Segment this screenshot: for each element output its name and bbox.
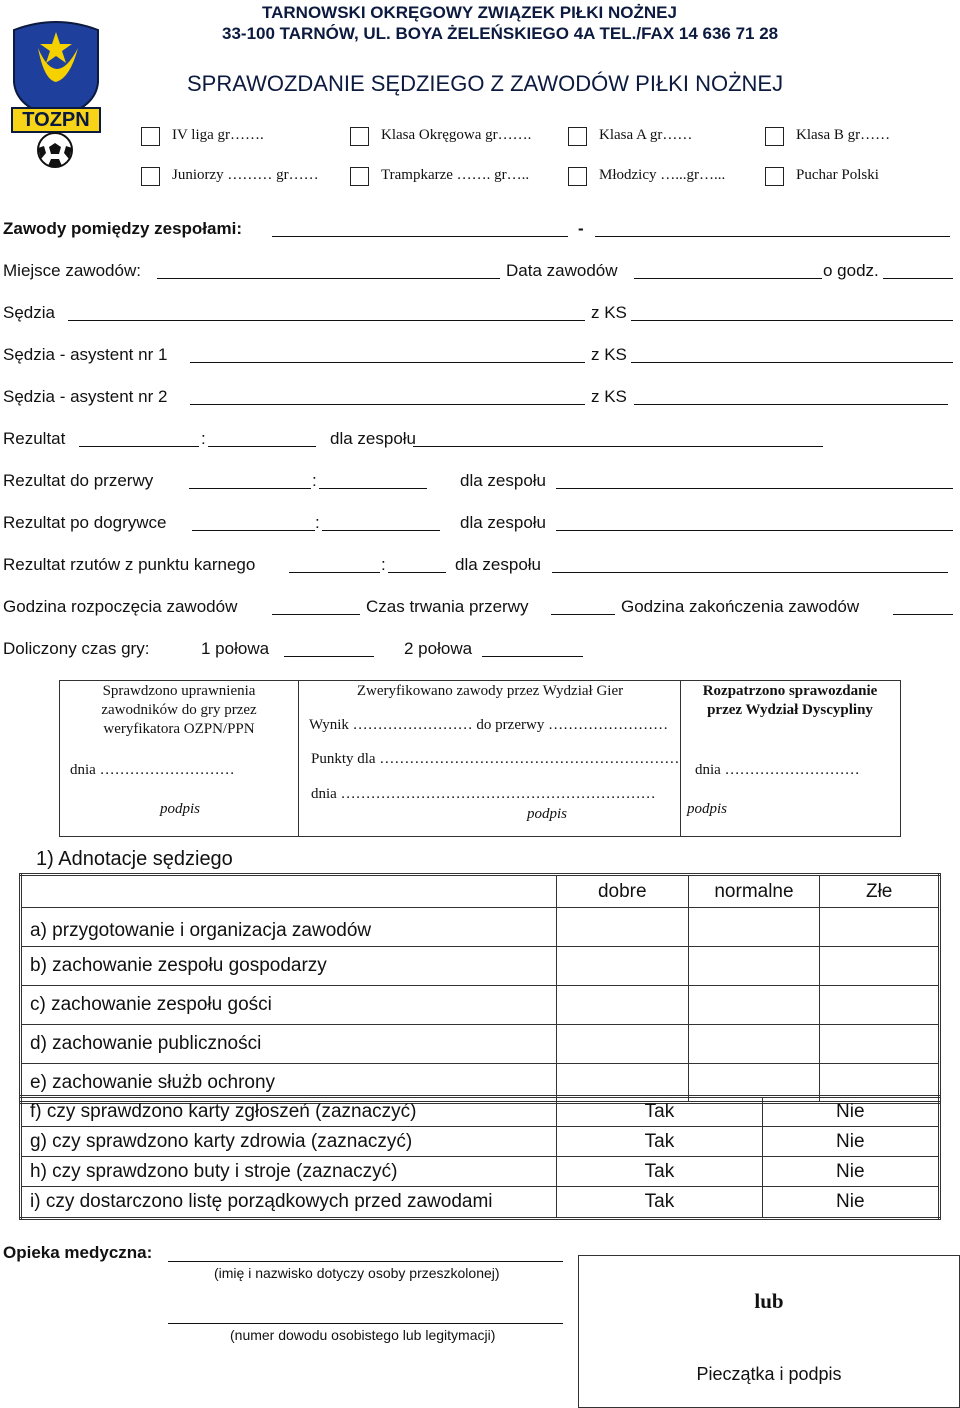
rating-cell-normal[interactable] [688, 908, 820, 947]
assistant2-club-field[interactable] [634, 404, 948, 405]
table-row [21, 1157, 940, 1187]
yes-option[interactable]: Tak [557, 1157, 762, 1187]
half-result-home-field[interactable] [189, 488, 311, 489]
result-away-field[interactable] [208, 446, 316, 447]
yes-option[interactable]: Tak [557, 1127, 762, 1157]
eligibility-check-signature[interactable]: podpis [160, 801, 201, 817]
column-header-normal: normalne [688, 875, 820, 908]
table-row [21, 1097, 940, 1127]
eligibility-check-date[interactable]: dnia ……………………… [70, 762, 235, 778]
category-label: Trampkarze ……. gr….. [381, 167, 530, 183]
page-title: SPRAWOZDANIE SĘDZIEGO Z ZAWODÓW PIŁKI NOŻNEJ [187, 71, 784, 96]
yes-no-table [19, 1095, 941, 1220]
rating-label: c) zachowanie zespołu gości [21, 986, 557, 1025]
games-verification-date[interactable]: dnia ……………………………………………………… [311, 786, 656, 802]
referee-club-label: z KS [591, 303, 627, 322]
table-cell [21, 875, 557, 908]
assistant1-club-label: z KS [591, 345, 627, 364]
games-verification-points[interactable]: Punkty dla …………………………………………………… [311, 751, 680, 767]
half-result-colon: : [312, 471, 317, 490]
end-time-label: Godzina zakończenia zawodów [621, 597, 860, 616]
assistant1-label: Sędzia - asystent nr 1 [3, 345, 168, 364]
tozpn-logo [8, 20, 104, 170]
penalty-result-away-field[interactable] [388, 572, 446, 573]
half2-label: 2 połowa [404, 639, 473, 658]
annotations-table [19, 873, 941, 1104]
date-label: Data zawodów [506, 261, 618, 280]
no-option[interactable]: Nie [762, 1157, 939, 1187]
no-option[interactable]: Nie [762, 1097, 939, 1127]
assistant2-label: Sędzia - asystent nr 2 [3, 387, 168, 406]
category-label: Juniorzy ……… gr…… [172, 167, 319, 183]
checkbox-juniorzy[interactable] [141, 167, 160, 186]
medical-person-hint: (imię i nazwisko dotyczy osoby przeszkolonej) [214, 1265, 500, 1281]
rating-cell-good[interactable] [556, 947, 688, 986]
result-team-field[interactable] [413, 446, 823, 447]
result-colon: : [201, 429, 206, 448]
rating-cell-bad[interactable] [820, 908, 940, 947]
medical-care-label: Opieka medyczna: [3, 1243, 153, 1262]
venue-label: Miejsce zawodów: [3, 261, 141, 280]
assistant1-club-field[interactable] [631, 362, 953, 363]
extra-result-team-label: dla zespołu [460, 513, 547, 532]
checkbox-iv-liga[interactable] [141, 127, 160, 146]
or-label: lub [754, 1289, 784, 1313]
result-label: Rezultat [3, 429, 66, 448]
table-row [21, 908, 940, 947]
no-option[interactable]: Nie [762, 1187, 939, 1219]
rating-label: b) zachowanie zespołu gospodarzy [21, 947, 557, 986]
association-address: 33-100 TARNÓW, UL. BOYA ŻELEŃSKIEGO 4A TEL./FAX 14 636 71 28 [222, 24, 779, 43]
checkbox-mlodzicy[interactable] [568, 167, 587, 186]
check-label: g) czy sprawdzono karty zdrowia (zaznaczyć) [21, 1127, 557, 1157]
half2-added-field[interactable] [482, 656, 583, 657]
rating-cell-bad[interactable] [820, 1025, 940, 1064]
rating-label: a) przygotowanie i organizacja zawodów [21, 908, 557, 947]
half-result-team-field[interactable] [556, 488, 953, 489]
check-label: f) czy sprawdzono karty zgłoszeń (zaznaczyć) [21, 1097, 557, 1127]
penalty-result-team-field[interactable] [552, 572, 948, 573]
half1-label: 1 połowa [201, 639, 270, 658]
added-time-label: Doliczony czas gry: [3, 639, 150, 658]
rating-label: e) zachowanie służb ochrony [21, 1064, 557, 1103]
medical-id-field[interactable] [168, 1323, 563, 1324]
start-time-label: Godzina rozpoczęcia zawodów [3, 597, 238, 616]
check-label: i) czy dostarczono listę porządkowych przed zawodami [21, 1187, 557, 1219]
table-row [21, 986, 940, 1025]
teams-dash: - [578, 219, 584, 238]
break-time-label: Czas trwania przerwy [366, 597, 529, 616]
games-verification-title: Zweryfikowano zawody przez Wydział Gier [356, 683, 624, 699]
extra-result-home-field[interactable] [192, 530, 315, 531]
medical-person-field[interactable] [168, 1261, 563, 1262]
yes-option[interactable]: Tak [557, 1097, 762, 1127]
date-field[interactable] [634, 278, 822, 279]
yes-option[interactable]: Tak [557, 1187, 762, 1219]
extra-result-away-field[interactable] [322, 530, 440, 531]
table-header-row [21, 875, 940, 908]
logo-text: TOZPN [22, 109, 90, 131]
annotations-heading: 1) Adnotacje sędziego [36, 848, 233, 870]
category-label: Klasa B gr…… [796, 127, 891, 143]
rating-cell-normal[interactable] [688, 986, 820, 1025]
discipline-review-signature[interactable]: podpis [687, 801, 728, 817]
table-row [21, 1127, 940, 1157]
referee-club-field[interactable] [631, 320, 953, 321]
checkbox-trampkarze[interactable] [350, 167, 369, 186]
away-team-field[interactable] [595, 236, 950, 237]
checkbox-klasa-a[interactable] [568, 127, 587, 146]
referee-field[interactable] [68, 320, 585, 321]
games-verification-result[interactable]: Wynik …………………… do przerwy …………………… [309, 717, 669, 733]
column-header-bad: Złe [820, 875, 940, 908]
verification-divider [680, 680, 681, 837]
venue-field[interactable] [157, 278, 500, 279]
penalty-result-label: Rezultat rzutów z punktu karnego [3, 555, 256, 574]
discipline-review-date[interactable]: dnia ……………………… [695, 762, 860, 778]
check-label: h) czy sprawdzono buty i stroje (zaznaczyć) [21, 1157, 557, 1187]
half-result-label: Rezultat do przerwy [3, 471, 154, 490]
assistant1-field[interactable] [190, 362, 585, 363]
penalty-result-home-field[interactable] [289, 572, 380, 573]
discipline-review-title: Rozpatrzono sprawozdanie przez Wydział Dyscypliny [702, 683, 878, 718]
assistant2-club-label: z KS [591, 387, 627, 406]
table-row [21, 1187, 940, 1219]
games-verification-signature[interactable]: podpis [527, 806, 568, 822]
no-option[interactable]: Nie [762, 1127, 939, 1157]
break-time-field[interactable] [551, 614, 615, 615]
stamp-box[interactable] [578, 1255, 960, 1408]
extra-result-colon: : [315, 513, 320, 532]
extra-result-team-field[interactable] [556, 530, 953, 531]
penalty-result-team-label: dla zespołu [455, 555, 542, 574]
referee-label: Sędzia [3, 303, 55, 322]
half-result-away-field[interactable] [319, 488, 427, 489]
home-team-field[interactable] [272, 236, 568, 237]
association-name: TARNOWSKI OKRĘGOWY ZWIĄZEK PIŁKI NOŻNEJ [262, 3, 677, 22]
checkbox-puchar-polski[interactable] [765, 167, 784, 186]
time-label: o godz. [823, 261, 879, 280]
stamp-signature-label: Pieczątka i podpis [696, 1364, 842, 1384]
category-label: IV liga gr……. [172, 127, 264, 143]
rating-label: d) zachowanie publiczności [21, 1025, 557, 1064]
teams-label: Zawody pomiędzy zespołami: [3, 219, 242, 238]
rating-cell-normal[interactable] [688, 947, 820, 986]
table-row [21, 947, 940, 986]
medical-id-hint: (numer dowodu osobistego lub legitymacji) [230, 1327, 496, 1343]
checkbox-klasa-b[interactable] [765, 127, 784, 146]
rating-cell-normal[interactable] [688, 1025, 820, 1064]
start-time-field[interactable] [272, 614, 360, 615]
penalty-result-colon: : [381, 555, 386, 574]
rating-cell-bad[interactable] [820, 986, 940, 1025]
verification-divider [298, 680, 299, 837]
end-time-field[interactable] [893, 614, 953, 615]
table-row [21, 1025, 940, 1064]
rating-cell-good[interactable] [556, 986, 688, 1025]
rating-cell-good[interactable] [556, 1025, 688, 1064]
rating-cell-good[interactable] [556, 908, 688, 947]
category-label: Młodzicy …...gr…... [599, 167, 726, 183]
rating-cell-bad[interactable] [820, 947, 940, 986]
time-field[interactable] [883, 278, 953, 279]
result-team-label: dla zespołu [330, 429, 417, 448]
category-label: Klasa Okręgowa gr……. [381, 127, 532, 143]
half1-added-field[interactable] [284, 656, 374, 657]
checkbox-klasa-okregowa[interactable] [350, 127, 369, 146]
assistant2-field[interactable] [190, 404, 585, 405]
half-result-team-label: dla zespołu [460, 471, 547, 490]
extra-result-label: Rezultat po dogrywce [3, 513, 167, 532]
eligibility-check-title: Sprawdzono uprawnienia zawodników do gry przez weryfikatora OZPN/PPN [101, 683, 257, 737]
column-header-good: dobre [556, 875, 688, 908]
result-home-field[interactable] [79, 446, 199, 447]
category-label: Klasa A gr…… [599, 127, 693, 143]
category-label: Puchar Polski [796, 167, 879, 183]
